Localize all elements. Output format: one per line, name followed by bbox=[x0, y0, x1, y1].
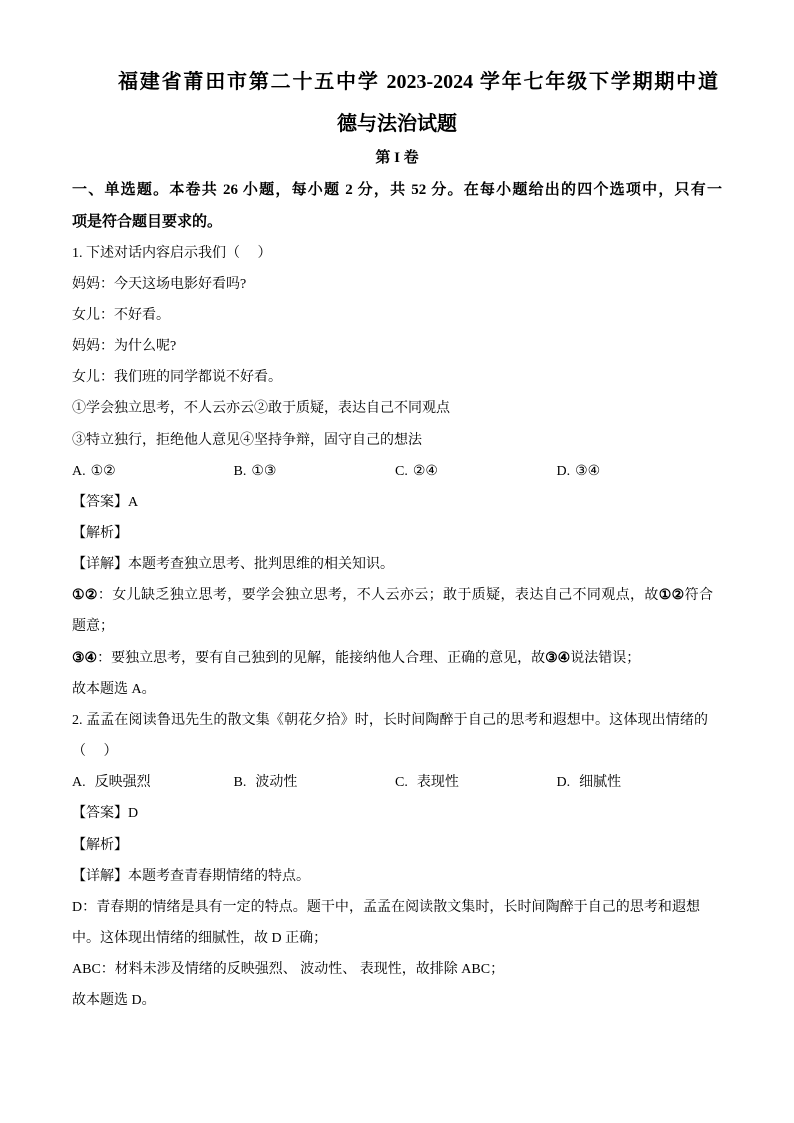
detail-tag: 【详解】 bbox=[72, 557, 128, 573]
q1-detail-line: 题意； bbox=[72, 619, 114, 635]
section-instructions-line-2: 项是符合题目要求的。 bbox=[72, 214, 223, 230]
q1-detail-line bbox=[72, 643, 732, 674]
answer-value: D bbox=[128, 806, 139, 822]
q2-conclusion: 故本题选 D。 bbox=[72, 993, 156, 1009]
option-label: B. bbox=[233, 775, 247, 791]
detail-intro-text: 本题考查青春期情绪的特点。 bbox=[128, 868, 310, 884]
q1-conclusion: 故本题选 A。 bbox=[72, 681, 156, 697]
q2-stem-line-1: 2. 孟孟在阅读鲁迅先生的散文集《朝花夕拾》时，长时间陶醉于自己的思考和遐想中。这体现出情绪的 bbox=[72, 712, 708, 728]
q2-option-a bbox=[72, 767, 234, 798]
q1-stem: 1. 下述对话内容启示我们（ ） bbox=[72, 245, 272, 261]
exam-title-line-2: 德与法治试题 bbox=[337, 113, 457, 135]
option-ref: ③④ bbox=[545, 650, 571, 666]
section-instructions-line-1: 一、单选题。本卷共 26 小题，每小题 2 分，共 52 分。在每小题给出的四个选项中，只有一 bbox=[72, 182, 722, 198]
option-label: C. bbox=[395, 463, 408, 479]
q1-option-b bbox=[234, 456, 396, 487]
q2-option-b bbox=[234, 767, 396, 798]
answer-value: A bbox=[128, 494, 139, 510]
option-text: 反映强烈 bbox=[94, 775, 151, 791]
option-text: ②④ bbox=[412, 463, 438, 479]
option-text: ③④ bbox=[575, 463, 601, 479]
exam-body bbox=[72, 238, 732, 1017]
q1-dialog-line: 妈妈：为什么呢? bbox=[72, 339, 177, 355]
q1-options bbox=[72, 456, 732, 487]
option-ref: ①② bbox=[72, 588, 98, 604]
q2-detail-line: ABC：材料未涉及情绪的反映强烈、 波动性、 表现性，故排除 ABC； bbox=[72, 962, 505, 978]
detail-tag: 【详解】 bbox=[72, 868, 128, 884]
detail-text: 符合 bbox=[684, 588, 713, 604]
q2-analysis-tag: 【解析】 bbox=[72, 837, 128, 853]
volume-heading: 第 I 卷 bbox=[375, 150, 419, 166]
detail-text: ：女儿缺乏独立思考，要学会独立思考，不人云亦云；敢于质疑，表达自己不同观点，故 bbox=[97, 588, 659, 604]
q1-dialog-line: 妈妈：今天这场电影好看吗? bbox=[72, 276, 247, 292]
option-ref: ③④ bbox=[72, 650, 98, 666]
q2-option-c bbox=[395, 767, 557, 798]
q2-detail-line: 中。这体现出情绪的细腻性，故 D 正确； bbox=[72, 931, 328, 947]
q1-dialog-line: 女儿：我们班的同学都说不好看。 bbox=[72, 370, 282, 386]
q1-option-a bbox=[72, 456, 234, 487]
option-label: C. bbox=[395, 775, 408, 791]
detail-intro-text: 本题考查独立思考、批判思维的相关知识。 bbox=[128, 557, 394, 573]
option-label: A. bbox=[72, 775, 86, 791]
option-label: D. bbox=[556, 775, 571, 791]
option-label: A. bbox=[72, 463, 86, 479]
q2-stem-line-2: （ ） bbox=[72, 744, 118, 760]
q1-statement-line: ③特立独行，拒绝他人意见④坚持争辩，固守自己的想法 bbox=[72, 432, 422, 448]
option-ref: ①② bbox=[658, 588, 685, 604]
q1-analysis-tag: 【解析】 bbox=[72, 526, 128, 541]
option-text: ①② bbox=[90, 463, 116, 479]
q2-answer bbox=[72, 798, 732, 829]
answer-tag: 【答案】 bbox=[72, 806, 128, 822]
q1-option-c bbox=[395, 456, 557, 487]
q1-option-d bbox=[557, 456, 719, 487]
detail-text: 说法错误； bbox=[570, 650, 641, 666]
q2-options bbox=[72, 767, 732, 798]
q1-answer bbox=[72, 487, 732, 518]
detail-text: ：要独立思考，要有自己独到的见解，能接纳他人合理、正确的意见，故 bbox=[97, 650, 546, 666]
q1-detail-line bbox=[72, 580, 713, 611]
q2-option-d bbox=[557, 767, 719, 798]
option-text: ①③ bbox=[251, 463, 277, 479]
option-text: 表现性 bbox=[416, 775, 459, 791]
answer-tag: 【答案】 bbox=[72, 494, 128, 510]
q2-detail-line: D：青春期的情绪是具有一定的特点。题干中，孟孟在阅读散文集时，长时间陶醉于自己的思考和遐想 bbox=[72, 899, 700, 915]
option-label: D. bbox=[556, 463, 571, 479]
option-text: 波动性 bbox=[255, 775, 298, 791]
option-text: 细腻性 bbox=[579, 775, 622, 791]
exam-title-line-1: 福建省莆田市第二十五中学 2023-2024 学年七年级下学期期中道 bbox=[118, 71, 718, 93]
q1-statement-line: ①学会独立思考，不人云亦云②敢于质疑，表达自己不同观点 bbox=[72, 401, 450, 417]
q1-dialog-line: 女儿：不好看。 bbox=[72, 307, 170, 323]
q1-detail-intro bbox=[72, 549, 732, 580]
q2-detail-intro bbox=[72, 861, 732, 892]
option-label: B. bbox=[233, 463, 247, 479]
